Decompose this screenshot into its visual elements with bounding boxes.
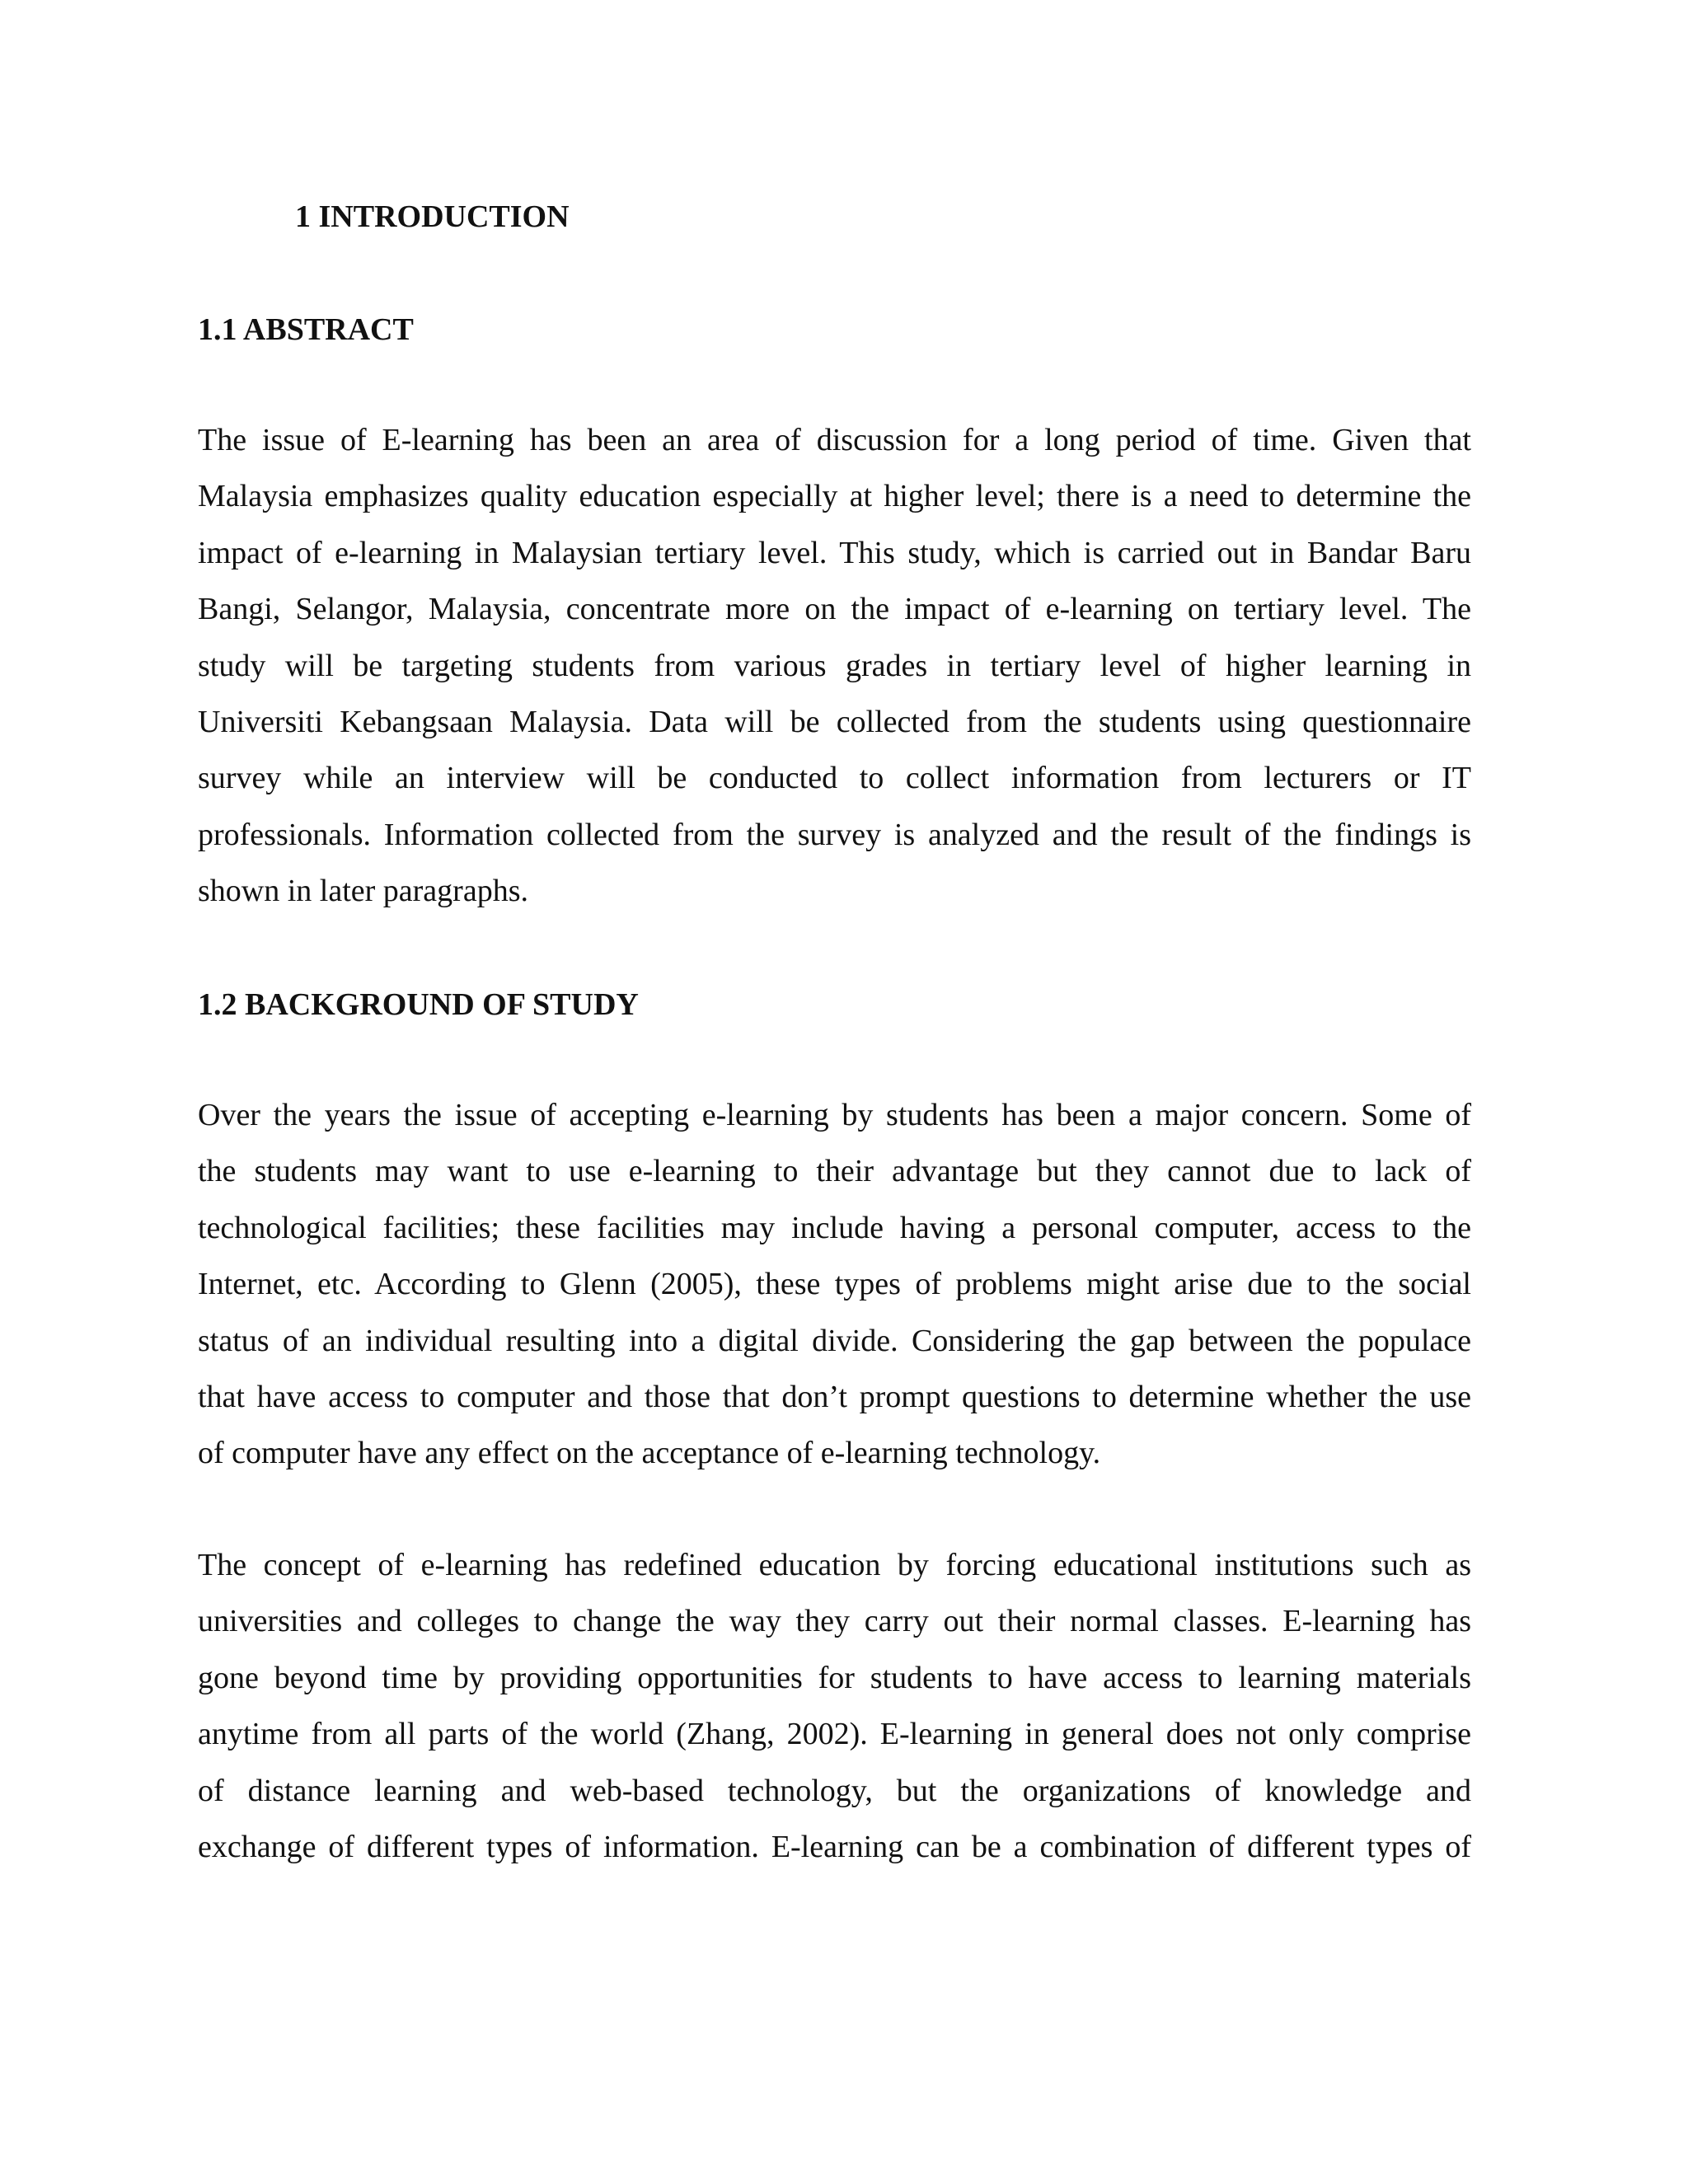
text-line: Malaysia emphasizes quality education especially at higher level; there is a need to determine the [198,479,1471,514]
text-line: Bangi, Selangor, Malaysia, concentrate more on the impact of e-learning on tertiary level. The [198,592,1471,627]
text-line: shown in later paragraphs. [198,874,528,909]
background-heading: 1.2 BACKGROUND OF STUDY [198,987,639,1022]
text-line: study will be targeting students from various grades in tertiary level of higher learning in [198,648,1471,683]
text-line: Internet, etc. According to Glenn (2005), these types of problems might arise due to the social [198,1267,1471,1302]
abstract-paragraph [198,412,1471,920]
text-line: Over the years the issue of accepting e-learning by students has been a major concern. Some of [198,1098,1471,1132]
background-paragraph-2 [198,1537,1471,1875]
text-line: gone beyond time by providing opportunities for students to have access to learning materials [198,1660,1471,1695]
chapter-heading: 1 INTRODUCTION [295,199,570,234]
background-paragraph-1 [198,1087,1471,1482]
text-line: exchange of different types of information. E-learning can be a combination of different types of [198,1829,1471,1864]
text-line: of distance learning and web-based technology, but the organizations of knowledge and [198,1773,1471,1808]
text-line: universities and colleges to change the way they carry out their normal classes. E-learning has [198,1604,1471,1639]
text-line: survey while an interview will be conducted to collect information from lecturers or IT [198,761,1471,796]
text-line: the students may want to use e-learning to their advantage but they cannot due to lack of [198,1154,1471,1189]
text-line: anytime from all parts of the world (Zhang, 2002). E-learning in general does not only comprise [198,1717,1471,1752]
text-line: of computer have any effect on the acceptance of e-learning technology. [198,1436,1101,1471]
text-line: The concept of e-learning has redefined education by forcing educational institutions such as [198,1548,1471,1582]
text-line: status of an individual resulting into a digital divide. Considering the gap between the populace [198,1323,1471,1358]
text-line: that have access to computer and those that don’t prompt questions to determine whether the use [198,1379,1471,1414]
abstract-heading: 1.1 ABSTRACT [198,312,414,347]
text-line: impact of e-learning in Malaysian tertiary level. This study, which is carried out in Bandar Baru [198,535,1471,570]
text-line: The issue of E-learning has been an area of discussion for a long period of time. Given that [198,423,1471,457]
text-line: professionals. Information collected from the survey is analyzed and the result of the findings is [198,817,1471,852]
text-line: technological facilities; these facilities may include having a personal computer, access to the [198,1210,1471,1245]
text-line: Universiti Kebangsaan Malaysia. Data will be collected from the students using questionnaire [198,704,1471,739]
